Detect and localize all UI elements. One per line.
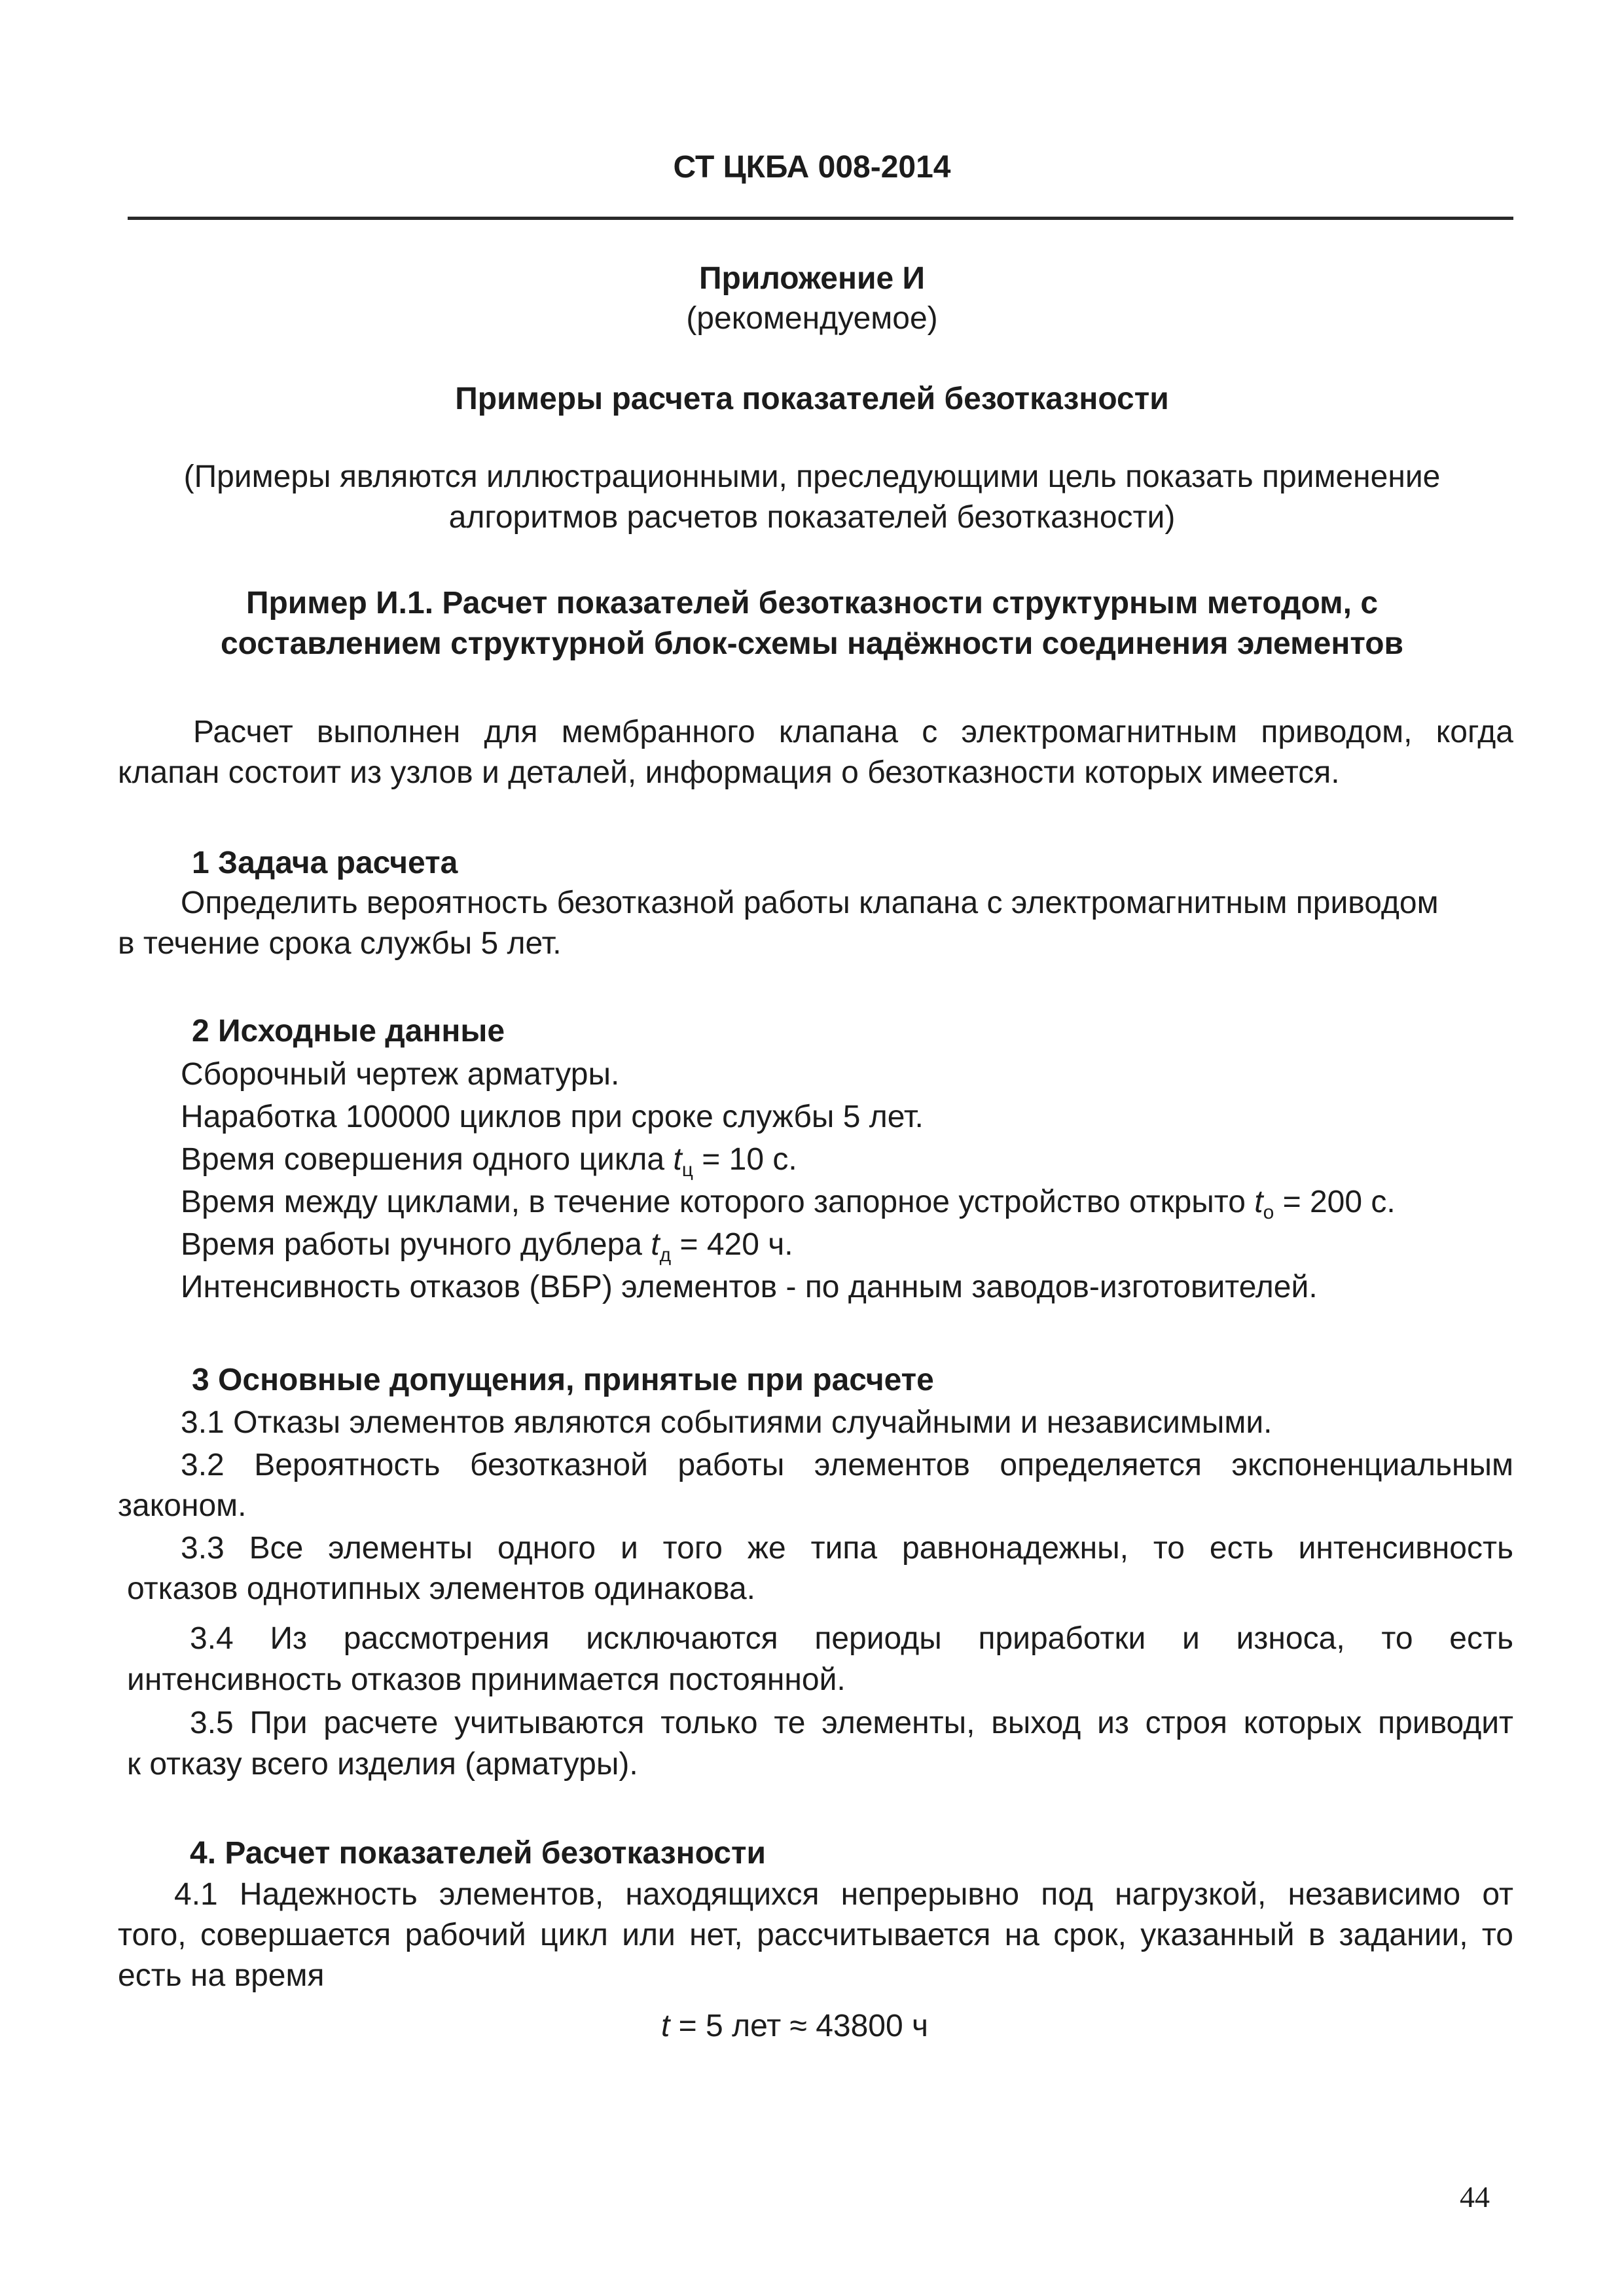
example-title-line1: Пример И.1. Расчет показателей безотказности структурным методом, с [245,586,1379,620]
example-intro-line2: клапан состоит из узлов и деталей, информация о безотказности которых имеется. [118,755,1340,790]
section3-p5-line1: 3.5 При расчете учитываются только те элементы, выход из строя которых приводит [190,1706,1513,1740]
example-title-line2: составлением структурной блок-схемы надёжности соединения элементов [220,626,1404,661]
section2-item-6: Интенсивность отказов (ВБР) элементов - по данным заводов-изготовителей. [181,1270,1318,1304]
section3-p3-line2: отказов однотипных элементов одинакова. [127,1571,755,1606]
section4-heading: 4. Расчет показателей безотказности [190,1836,767,1871]
appendix-title: Приложение И [699,261,925,296]
section3-p3-line1: 3.3 Все элементы одного и того же типа равнонадежны, то есть интенсивность [181,1531,1513,1566]
formula-time: t = 5 лет ≈ 43800 ч [661,2009,929,2043]
section2-item-3: Время совершения одного цикла $t_ц = 10$ с. [181,1142,797,1181]
section3-p1: 3.1 Отказы элементов являются событиями случайными и независимыми. [181,1405,1272,1440]
example-intro-line1: Расчет выполнен для мембранного клапана с электромагнитным приводом, когда [193,715,1513,749]
page-number: 44 [1460,2180,1490,2214]
section2-item-5: Время работы ручного дублера $t_д = 420$ ч. [181,1227,793,1266]
section2-item-2: Наработка 100000 циклов при сроке службы 5 лет. [181,1100,924,1134]
section4-line3: есть на время [118,1958,325,1993]
section3-p2-line2: законом. [118,1488,247,1523]
header-rule [128,217,1513,220]
section3-p4-line2: интенсивность отказов принимается постоянной. [127,1662,846,1697]
section3-p5-line2: к отказу всего изделия (арматуры). [127,1747,638,1782]
section2-heading: 2 Исходные данные [192,1014,505,1049]
section3-p2-line1: 3.2 Вероятность безотказной работы элементов определяется экспоненциальным [181,1448,1513,1482]
appendix-heading: Примеры расчета показателей безотказности [455,382,1169,416]
section1-heading: 1 Задача расчета [192,846,458,880]
section3-heading: 3 Основные допущения, принятые при расчете [192,1363,934,1397]
section2-item-1: Сборочный чертеж арматуры. [181,1057,620,1092]
appendix-note-line1: (Примеры являются иллюстрационными, преследующими цель показать применение [183,459,1441,494]
section4-line1: 4.1 Надежность элементов, находящихся непрерывно под нагрузкой, независимо от [174,1877,1513,1912]
section2-item-4: Время между циклами, в течение которого запорное устройство открыто $t_о = 200$ с. [181,1185,1396,1223]
appendix-note-line2: алгоритмов расчетов показателей безотказности) [448,500,1176,535]
appendix-status: (рекомендуемое) [686,301,938,336]
section3-p4-line1: 3.4 Из рассмотрения исключаются периоды приработки и износа, то есть [190,1621,1513,1656]
standard-code-header: СТ ЦКБА 008-2014 [673,150,951,185]
section1-line2: в течение срока службы 5 лет. [118,926,562,961]
section1-line1: Определить вероятность безотказной работы клапана с электромагнитным приводом [181,886,1439,920]
section4-line2: того, совершается рабочий цикл или нет, рассчитывается на срок, указанный в задании, то [118,1918,1513,1952]
